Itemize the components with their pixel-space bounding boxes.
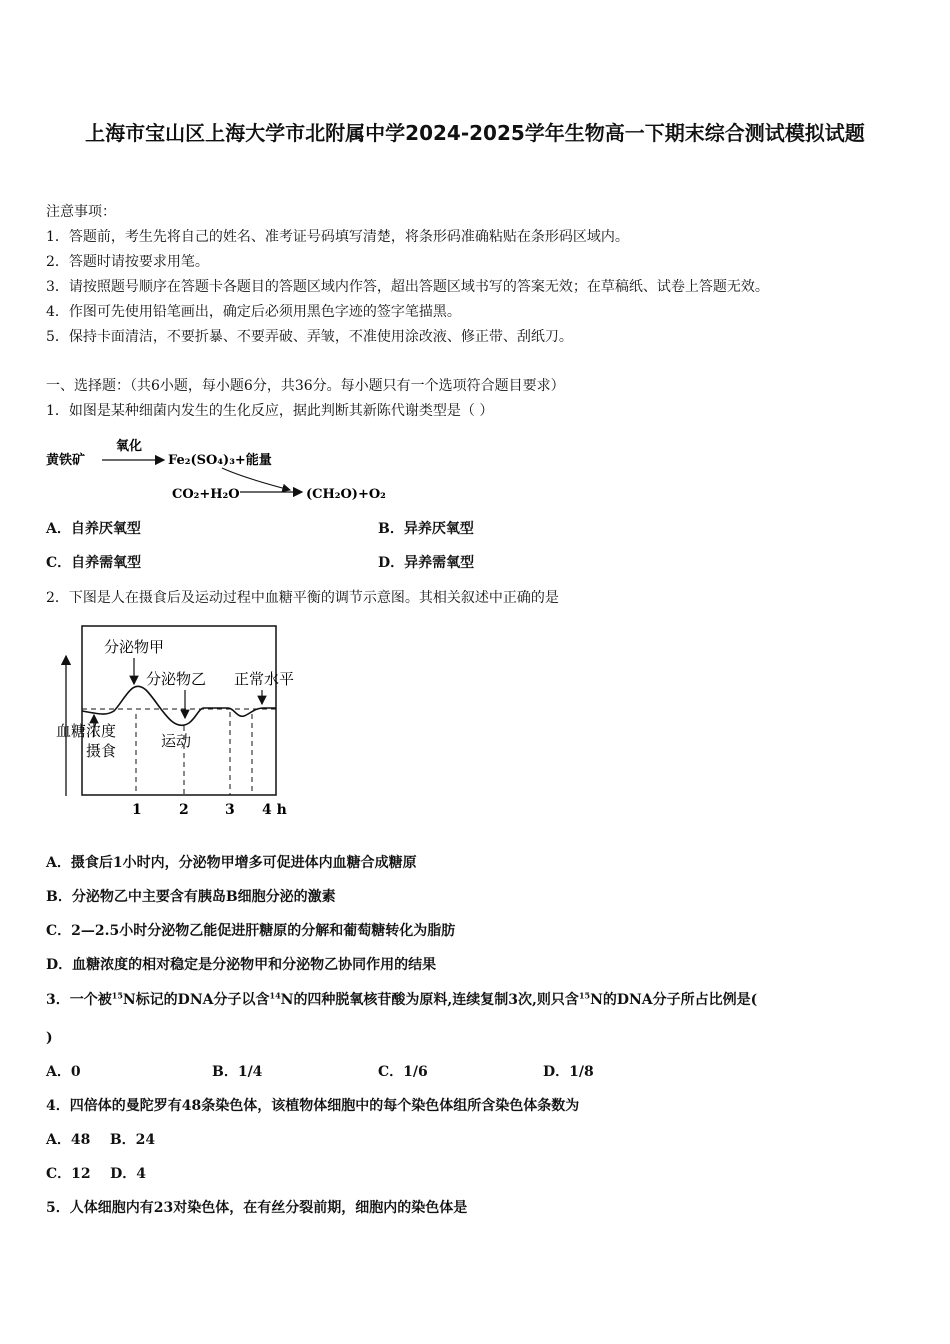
normal-level-label: 正常水平 (234, 670, 295, 688)
exercise-label: 运动 (161, 732, 192, 750)
q2-option-c[interactable]: C．2—2.5小时分泌物乙能促进肝糖原的分解和葡萄糖转化为脂肪 (46, 923, 456, 939)
second-reactant-label: CO₂+H₂O (172, 487, 240, 502)
notice-item: 5．保持卡面清洁，不要折暴、不要弄破、弄皱，不准使用涂改液、修正带、刮纸刀。 (46, 329, 573, 345)
arrow-label: 氧化 (116, 439, 143, 454)
glucose-curve (82, 686, 276, 725)
q2-option-d[interactable]: D．血糖浓度的相对稳定是分泌物甲和分泌物乙协同作用的结果 (46, 957, 437, 973)
notice-item: 1．答题前，考生先将自己的姓名、准考证号码填写清楚，将条形码准确粘贴在条形码区域内。 (46, 229, 629, 245)
reactant-label: 黄铁矿 (46, 453, 86, 468)
q3-option-a[interactable]: A．0 (46, 1064, 81, 1080)
q2-option-a[interactable]: A．摄食后1小时内，分泌物甲增多可促进体内血糖合成糖原 (46, 855, 417, 871)
x-tick-1: 1 (132, 802, 142, 818)
secretion-a-label: 分泌物甲 (104, 638, 165, 656)
x-tick-3: 3 (225, 802, 235, 818)
section-heading: 一、选择题：（共6小题，每小题6分，共36分。每小题只有一个选项符合题目要求） (46, 378, 565, 394)
q1-reaction-diagram (44, 430, 394, 510)
eating-label: 摄食 (86, 742, 117, 760)
notice-heading: 注意事项： (46, 204, 116, 220)
q3-option-c[interactable]: C．1/6 (378, 1064, 428, 1080)
q1-option-a[interactable]: A．自养厌氧型 (46, 521, 141, 537)
x-tick-2: 2 (179, 802, 189, 818)
y-axis-label: 血糖浓度 (56, 722, 117, 740)
q3-option-b[interactable]: B．1/4 (212, 1064, 263, 1080)
q5-stem: 5．人体细胞内有23对染色体，在有丝分裂前期，细胞内的染色体是 (46, 1200, 468, 1216)
q2-blood-glucose-diagram (44, 618, 324, 823)
q3-option-d[interactable]: D．1/8 (543, 1064, 594, 1080)
q4-options-row-1[interactable]: A．48 B．24 (46, 1132, 156, 1148)
product-label: Fe₂(SO₄)₃+能量 (168, 453, 272, 468)
q1-option-b[interactable]: B．异养厌氧型 (378, 521, 474, 537)
second-product-label: (CH₂O)+O₂ (306, 487, 386, 502)
q1-stem: 1．如图是某种细菌内发生的生化反应，据此判断其新陈代谢类型是（ ） (46, 403, 494, 419)
notice-item: 4．作图可先使用铅笔画出，确定后必须用黑色字迹的签字笔描黑。 (46, 304, 461, 320)
q1-option-d[interactable]: D．异养需氧型 (378, 555, 475, 571)
notice-item: 2．答题时请按要求用笔。 (46, 254, 209, 270)
page-title: 上海市宝山区上海大学市北附属中学2024-2025学年生物高一下期末综合测试模拟试题 (85, 121, 865, 145)
secretion-b-label: 分泌物乙 (146, 670, 207, 688)
q4-stem: 4．四倍体的曼陀罗有48条染色体，该植物体细胞中的每个染色体组所含染色体条数为 (46, 1098, 580, 1114)
x-tick-4: 4 h (262, 802, 287, 818)
notice-item: 3．请按照题号顺序在答题卡各题目的答题区域内作答，超出答题区域书写的答案无效；在草稿纸、试卷上答题无效。 (46, 279, 769, 295)
q2-option-b[interactable]: B．分泌物乙中主要含有胰岛B细胞分泌的激素 (46, 889, 336, 905)
q3-stem: 3．一个被$^{15}$N标记的DNA分子以含$^{14}$N的四种脱氧核苷酸为原料,连续复制3次,则只含$^{15}$N的DNA分子所占比例是( (46, 990, 758, 1008)
q2-stem: 2．下图是人在摄食后及运动过程中血糖平衡的调节示意图。其相关叙述中正确的是 (46, 590, 559, 606)
q4-options-row-2[interactable]: C．12 D．4 (46, 1166, 147, 1182)
q1-option-c[interactable]: C．自养需氧型 (46, 555, 142, 571)
q3-stem-close: ) (46, 1030, 53, 1046)
